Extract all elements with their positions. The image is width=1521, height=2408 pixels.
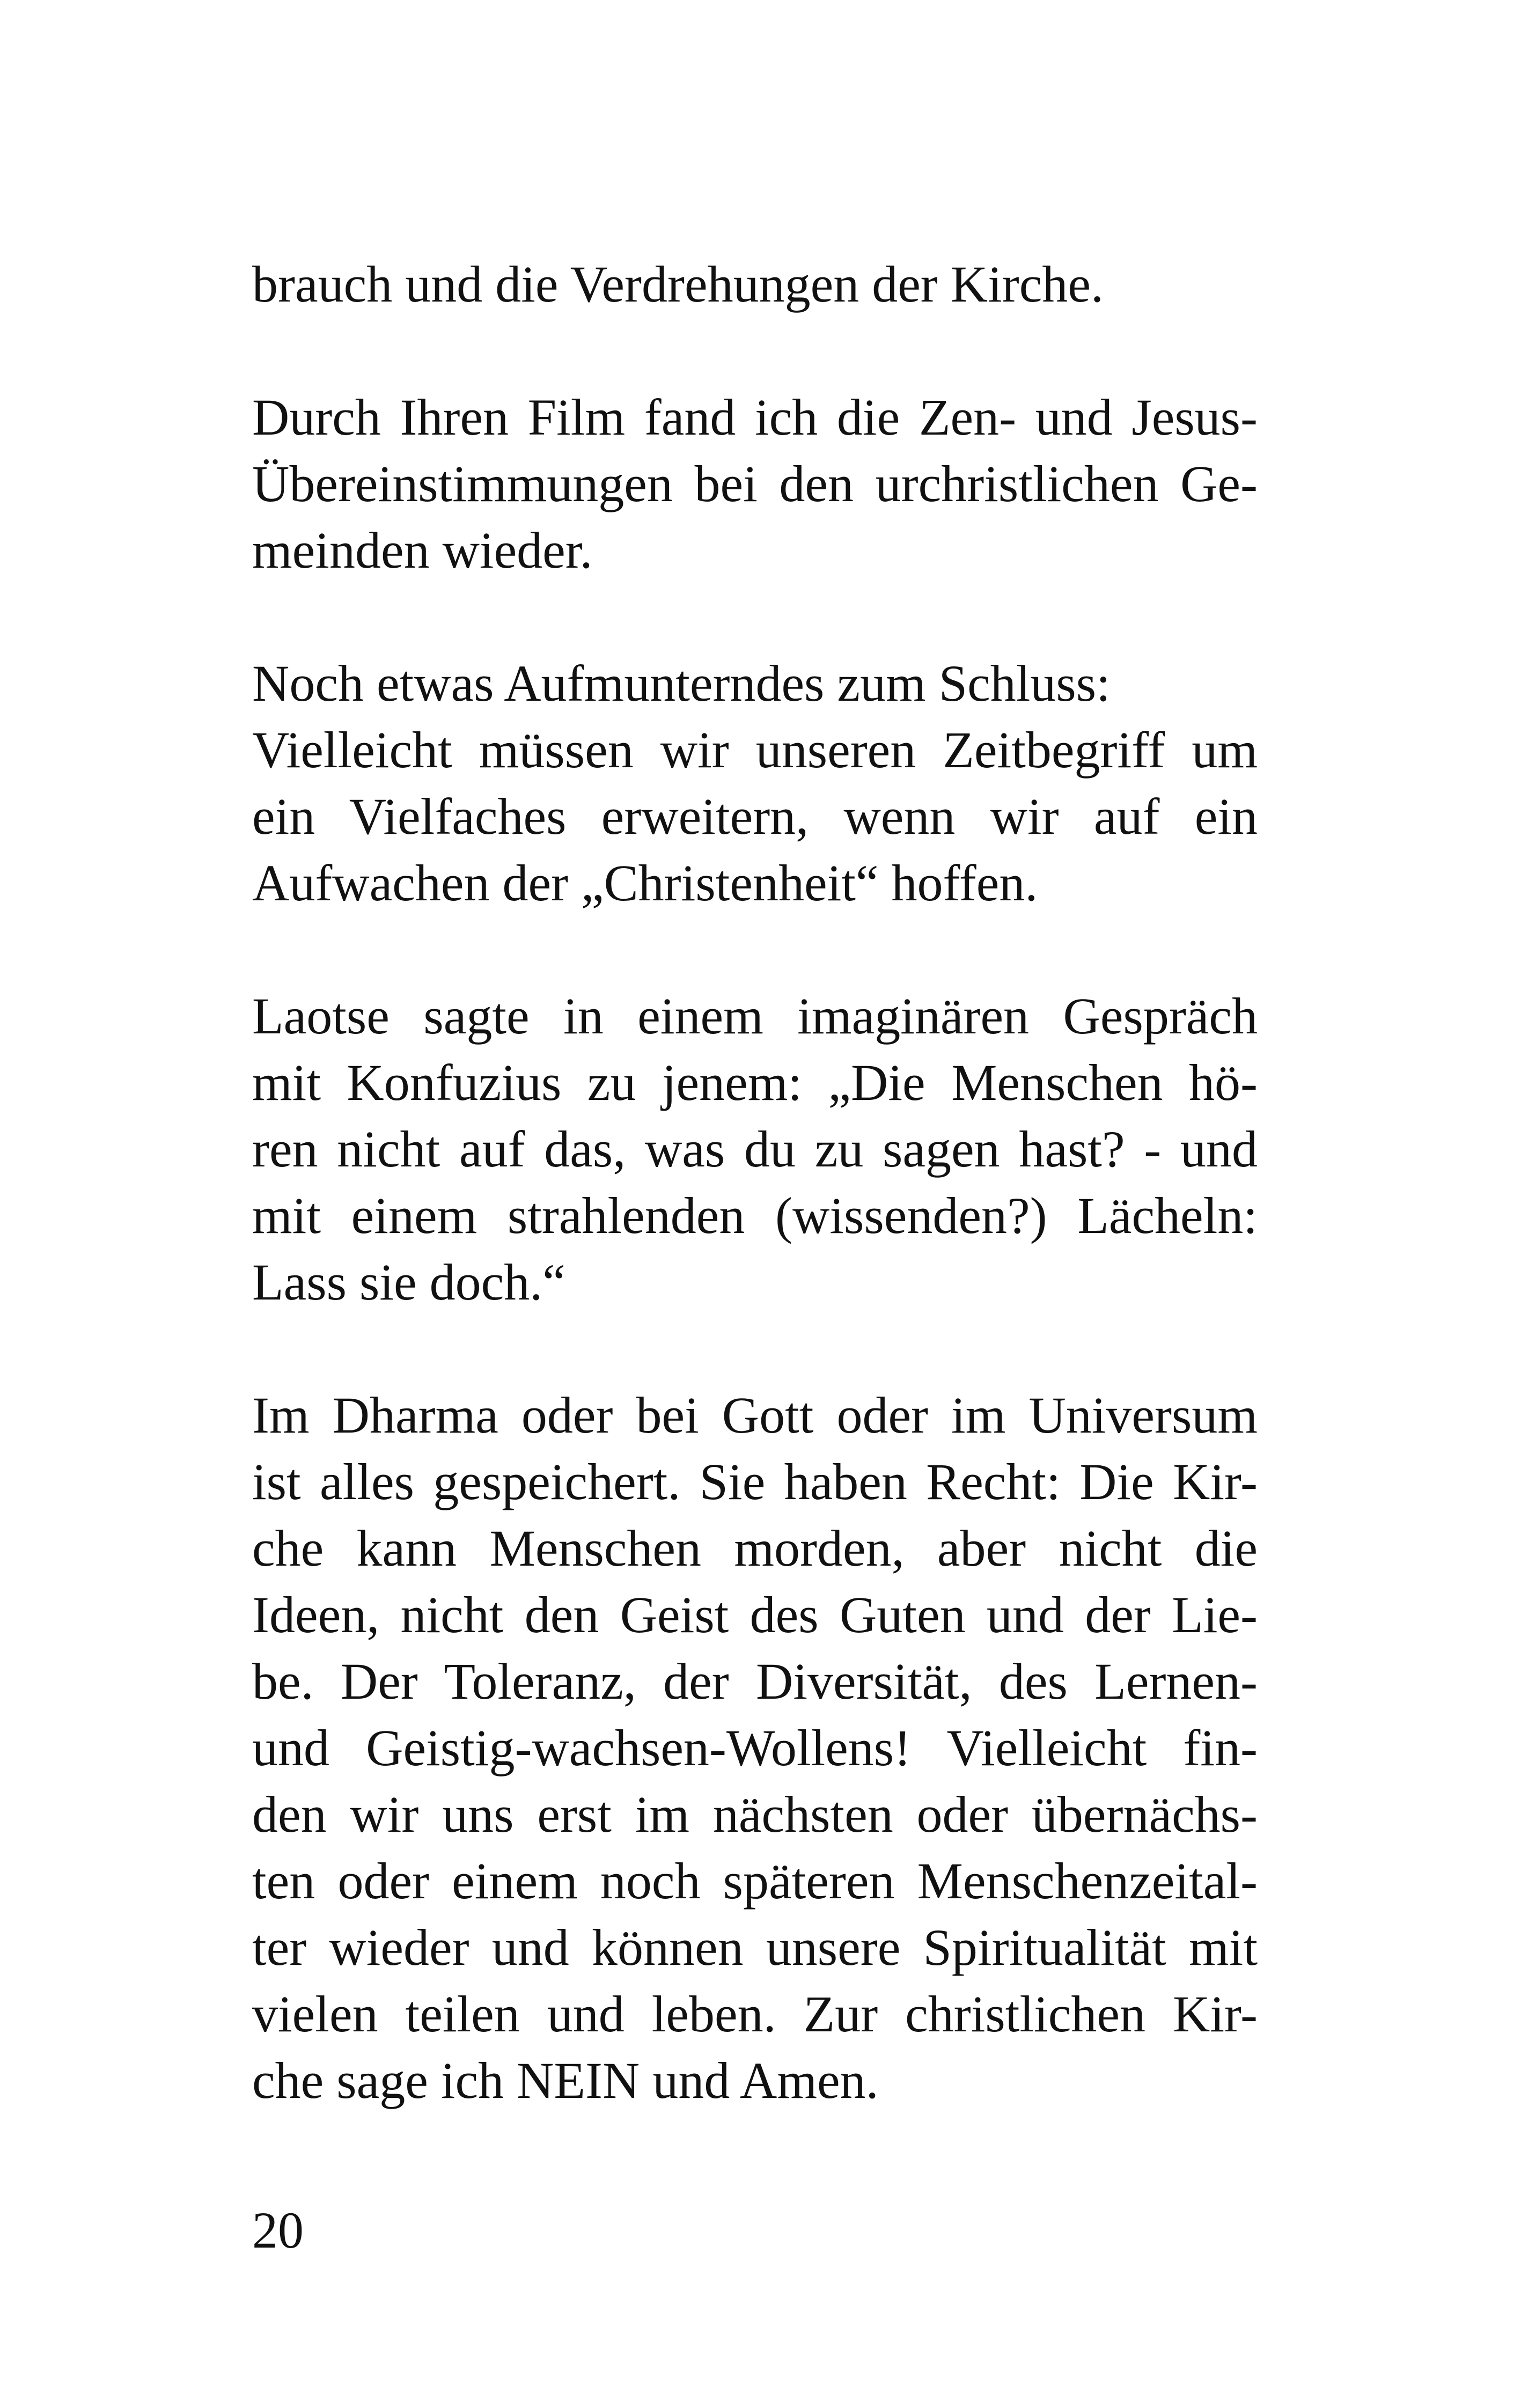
text-line: ist alles gespeichert. Sie haben Recht: Die Kir- — [252, 1453, 1258, 1510]
text-line: und Geistig-wachsen-Wollens! Vielleicht fin- — [252, 1719, 1258, 1776]
text-line: mit einem strahlenden (wissenden?) Lächeln: — [252, 1187, 1258, 1244]
paragraph — [252, 650, 1258, 916]
text-line: Laotse sagte in einem imaginären Gespräch — [252, 987, 1258, 1045]
text-line: den wir uns erst im nächsten oder übernächs- — [252, 1786, 1258, 1843]
text-line: ren nicht auf das, was du zu sagen hast? - und — [252, 1120, 1258, 1178]
text-line: che kann Menschen morden, aber nicht die — [252, 1519, 1258, 1577]
text-line: mit Konfuzius zu jenem: „Die Menschen hö- — [252, 1054, 1258, 1111]
text-line: ten oder einem noch späteren Menschenzeital- — [252, 1852, 1258, 1910]
text-line: Übereinstimmungen bei den urchristlichen Ge- — [252, 455, 1258, 512]
text-line: Lass sie doch.“ — [252, 1253, 565, 1311]
text-line: Noch etwas Aufmunterndes zum Schluss: — [252, 655, 1111, 712]
text-line: ter wieder und können unsere Spiritualität mit — [252, 1919, 1258, 1976]
paragraph — [252, 251, 1258, 318]
text-line: vielen teilen und leben. Zur christlichen Kir- — [252, 1985, 1258, 2043]
text-line: Ideen, nicht den Geist des Guten und der Lie- — [252, 1586, 1258, 1643]
page-number: 20 — [252, 2201, 304, 2259]
text-line: che sage ich NEIN und Amen. — [252, 2052, 879, 2109]
paragraph — [252, 983, 1258, 1316]
paragraph — [252, 384, 1258, 584]
text-line: meinden wieder. — [252, 522, 593, 579]
text-line: brauch und die Verdrehungen der Kirche. — [252, 255, 1104, 313]
text-line: ein Vielfaches erweitern, wenn wir auf ein — [252, 788, 1258, 845]
text-line: Aufwachen der „Christenheit“ hoffen. — [252, 854, 1038, 912]
text-line: Im Dharma oder bei Gott oder im Universum — [252, 1386, 1258, 1444]
text-line: Durch Ihren Film fand ich die Zen- und Jesus- — [252, 388, 1258, 446]
text-line: Vielleicht müssen wir unseren Zeitbegriff um — [252, 721, 1258, 779]
body-text — [252, 251, 1258, 2181]
text-line: be. Der Toleranz, der Diversität, des Lernen- — [252, 1653, 1258, 1710]
paragraph — [252, 1382, 1258, 2114]
